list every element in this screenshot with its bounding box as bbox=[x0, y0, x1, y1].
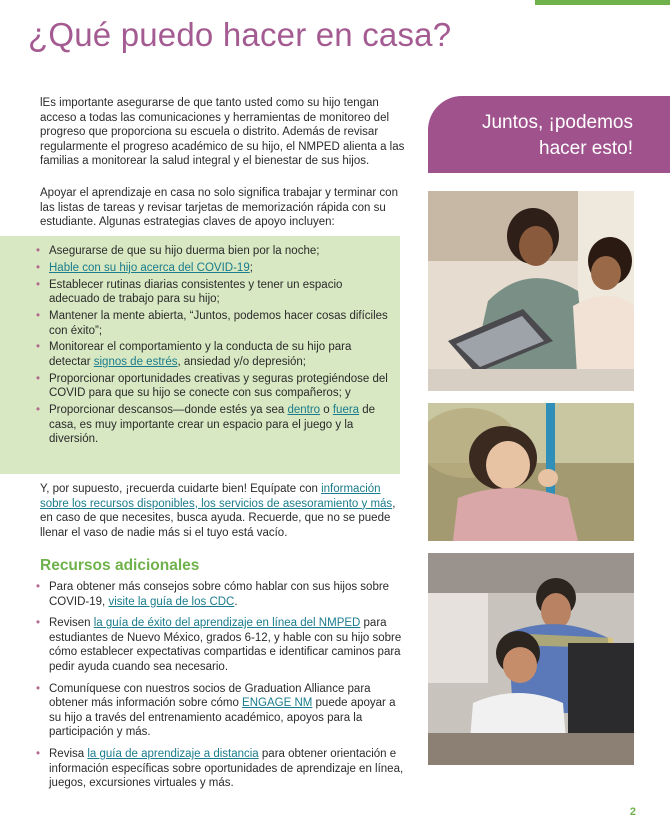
resource-text: para obtener orientación e información específicas sobre oportunidades de aprendizaje en línea, juegos, excursiones virtuales y más. bbox=[49, 747, 404, 790]
list-item bbox=[36, 261, 388, 276]
strategy-text: ; bbox=[249, 261, 253, 274]
top-accent-bar bbox=[535, 0, 670, 5]
list-item bbox=[36, 403, 388, 447]
photo-illustration bbox=[428, 403, 634, 541]
resource-text: Comuníquese con nuestros socios de Graduation Alliance para obtener más información sobre cómo bbox=[49, 682, 371, 710]
together-banner bbox=[428, 96, 670, 173]
resources-heading: Recursos adicionales bbox=[40, 557, 200, 574]
bullet-icon: • bbox=[36, 245, 41, 257]
strategy-text: Establecer rutinas diarias consistentes y tener un espacio adecuado de trabajo para su hijo; bbox=[49, 278, 343, 306]
selfcare-paragraph bbox=[40, 482, 410, 540]
bullet-icon: • bbox=[36, 581, 41, 593]
page-number: 2 bbox=[629, 806, 636, 818]
list-item bbox=[36, 372, 388, 401]
bullet-icon: • bbox=[36, 309, 41, 322]
photo-illustration bbox=[428, 553, 634, 765]
list-item bbox=[36, 309, 388, 338]
resource-text: puede apoyar a su hijo a través del entrenamiento académico, apoyos para la participación y más. bbox=[49, 697, 396, 739]
bullet-icon: • bbox=[36, 278, 41, 291]
list-item bbox=[36, 682, 408, 740]
bullet-icon: • bbox=[36, 404, 41, 417]
strategy-text: Proporcionar oportunidades creativas y seguras protegiéndose del COVID para que su hijo se conecte con sus compañeros; y bbox=[49, 372, 388, 400]
photo-mother-daughter-laptop bbox=[428, 191, 634, 391]
intro-paragraph-1: lEs importante asegurarse de que tanto usted como su hijo tengan acceso a todas las comunicaciones y herramientas de monitoreo del progreso que proporciona su escuela o distrito. Además de revisar regularmente el progreso académico de su hijo, el NMPED alienta a las familias a monitorear la salud integral y el bienestar de sus hijos. bbox=[40, 97, 405, 168]
resource-text: Para obtener más consejos sobre cómo hablar con sus hijos sobre COVID-19, bbox=[49, 581, 390, 608]
engage-nm-link[interactable]: ENGAGE NM bbox=[242, 697, 313, 710]
covid-talk-link[interactable]: Hable con su hijo acerca del COVID-19 bbox=[49, 261, 250, 274]
strategy-text: Mantener la mente abierta, “Juntos, podemos hacer cosas difíciles con éxito”; bbox=[49, 309, 388, 337]
resources-info-link[interactable]: información sobre los recursos disponibles, los servicios de asesoramiento y más bbox=[40, 483, 393, 510]
bullet-icon: • bbox=[36, 617, 41, 630]
list-item bbox=[36, 747, 408, 791]
intro-paragraph-2: Apoyar el aprendizaje en casa no solo significa trabajar y terminar con las listas de tareas y revisar tarjetas de memorización rápida con su estudiante. Algunas estrategias claves de apoyo incluyen: bbox=[40, 187, 398, 229]
banner-text bbox=[433, 110, 633, 162]
photo-father-son-computer bbox=[428, 553, 634, 765]
banner-line-2: hacer esto! bbox=[539, 138, 633, 159]
bullet-icon: • bbox=[36, 341, 41, 354]
resources-list bbox=[36, 580, 408, 798]
list-item bbox=[36, 340, 388, 369]
strategy-text: o bbox=[320, 404, 333, 417]
outdoor-link[interactable]: fuera bbox=[332, 404, 360, 417]
photo-illustration bbox=[428, 191, 634, 391]
strategy-text: Asegurarse de que su hijo duerma bien por la noche; bbox=[49, 245, 320, 257]
list-item bbox=[36, 278, 388, 307]
resource-text: Revisen bbox=[49, 617, 94, 630]
distance-learning-guide-link[interactable]: la guía de aprendizaje a distancia bbox=[87, 747, 259, 760]
strategy-text: Monitorear el comportamiento y la conducta de su hijo para detectar bbox=[49, 341, 352, 368]
stress-signs-link[interactable]: signos de estrés bbox=[93, 355, 178, 368]
page-title: ¿Qué puedo hacer en casa? bbox=[28, 16, 452, 53]
bullet-icon: • bbox=[36, 372, 41, 385]
strategy-text: , ansiedad y/o depresión; bbox=[177, 355, 307, 368]
bullet-icon: • bbox=[36, 261, 41, 274]
bullet-icon: • bbox=[36, 747, 41, 760]
photo-girl-playground bbox=[428, 403, 634, 541]
resource-text: Revisa bbox=[49, 747, 88, 760]
strategies-list bbox=[36, 244, 388, 449]
list-item bbox=[36, 244, 388, 259]
nmped-online-guide-link[interactable]: la guía de éxito del aprendizaje en línea del NMPED bbox=[93, 617, 361, 630]
indoor-link[interactable]: dentro bbox=[287, 404, 321, 417]
list-item bbox=[36, 580, 408, 609]
resource-text: . bbox=[234, 595, 238, 608]
resource-text: para estudiantes de Nuevo México, grados 6-12, y hable con su hijo sobre cómo establecer expectativas compartidas e identificar caminos para pedir ayuda cuando sea necesario. bbox=[49, 617, 402, 673]
bullet-icon: • bbox=[36, 682, 41, 695]
strategy-text: Proporcionar descansos—donde estés ya sea bbox=[49, 404, 288, 417]
selfcare-text: , en caso de que necesites, busca ayuda. Recuerde, que no se puede llenar el vaso de nadie más si el tuyo está vacío. bbox=[40, 497, 396, 539]
banner-line-1: Juntos, ¡podemos bbox=[481, 112, 633, 133]
cdc-guide-link[interactable]: visite la guía de los CDC bbox=[108, 595, 235, 608]
strategy-text: de casa, es muy importante crear un espacio para el juego y la diversión. bbox=[49, 404, 376, 446]
selfcare-text: Y, por supuesto, ¡recuerda cuidarte bien! Equípate con bbox=[40, 483, 322, 495]
list-item bbox=[36, 616, 408, 674]
